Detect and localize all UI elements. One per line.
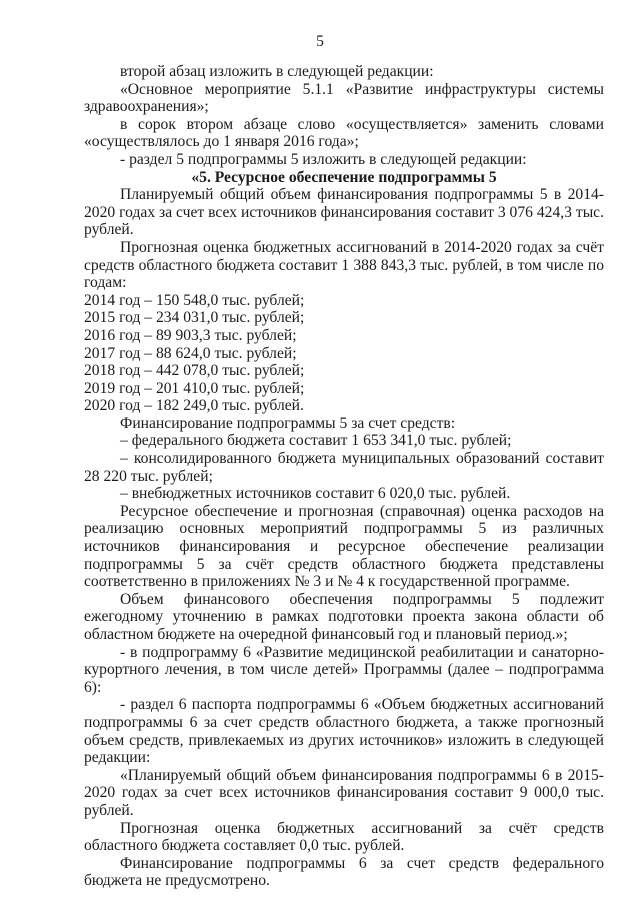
list-item: 2017 год – 88 624,0 тыс. рублей; [84,344,297,362]
paragraph: второй абзац изложить в следующей редакции: [120,63,434,80]
paragraph: Планируемый общий объем финансирования подпрограммы 5 в 2014-2020 годах за счет всех источников финансирования составит 3 076 424,3 тыс. рублей. [84,186,604,239]
paragraph: – консолидированного бюджета муниципальных образований составит 28 220 тыс. рублей; [84,450,604,485]
paragraph: – федерального бюджета составит 1 653 341,0 тыс. рублей; [120,432,512,450]
paragraph: «Планируемый общий объем финансирования подпрограммы 6 в 2015-2020 годах за счет всех источников финансирования составит 9 000,0 тыс. рублей. [84,766,604,819]
paragraph: Прогнозная оценка бюджетных ассигнований за счёт средств областного бюджета составляет 0,0 тыс. рублей. [84,819,604,855]
list-item: 2020 год – 182 249,0 тыс. рублей. [84,397,304,415]
paragraph: - раздел 6 паспорта подпрограммы 6 «Объем бюджетных ассигнований подпрограммы 6 за счет средств областного бюджета, а также прогнозный объем средств, привлекаемых из других источников» изложить в следующей редакции: [84,696,604,767]
paragraph: Финансирование подпрограммы 5 за счет средств: [120,414,456,432]
document-body [84,63,604,890]
paragraph: - в подпрограмму 6 «Развитие медицинской реабилитации и санаторно-курортного лечения, в том числе детей» Программы (далее – подпрограмма 6): [84,643,604,696]
page-number: 5 [316,33,324,50]
paragraph: Ресурсное обеспечение и прогнозная (справочная) оценка расходов на реализацию основных мероприятий подпрограммы 5 из различных источников финансирования и ресурсное обеспечение реализации подпрограммы 5 за счёт средств областного бюджета представлены соответственно в приложениях № 3 и № 4 к государственной программе. [84,502,604,591]
paragraph: Финансирование подпрограммы 6 за счет средств федерального бюджета не предусмотрено. [84,854,604,890]
list-item: 2018 год – 442 078,0 тыс. рублей; [84,362,305,380]
paragraph: – внебюджетных источников составит 6 020,0 тыс. рублей. [120,485,511,503]
list-item: 2014 год – 150 548,0 тыс. рублей; [84,291,305,309]
list-item: 2019 год – 201 410,0 тыс. рублей; [84,379,305,397]
section-title: «5. Ресурсное обеспечение подпрограммы 5 [191,168,497,186]
paragraph: в сорок втором абзаце слово «осуществляется» заменить словами «осуществлялось до 1 января 2016 года»; [84,115,604,151]
paragraph: Объем финансового обеспечения подпрограммы 5 подлежит ежегодному уточнению в рамках подготовки проекта закона области об областном бюджете на очередной финансовый год и плановый период.»; [84,590,604,643]
list-item: 2015 год – 234 031,0 тыс. рублей; [84,309,305,327]
paragraph: Прогнозная оценка бюджетных ассигнований в 2014-2020 годах за счёт средств областного бюджета составит 1 388 843,3 тыс. рублей, в том числе по годам: [84,238,604,292]
paragraph: «Основное мероприятие 5.1.1 «Развитие инфраструктуры системы здравоохранения»; [84,80,604,116]
paragraph: - раздел 5 подпрограммы 5 изложить в следующей редакции: [120,150,527,168]
list-item: 2016 год – 89 903,3 тыс. рублей; [84,326,297,344]
